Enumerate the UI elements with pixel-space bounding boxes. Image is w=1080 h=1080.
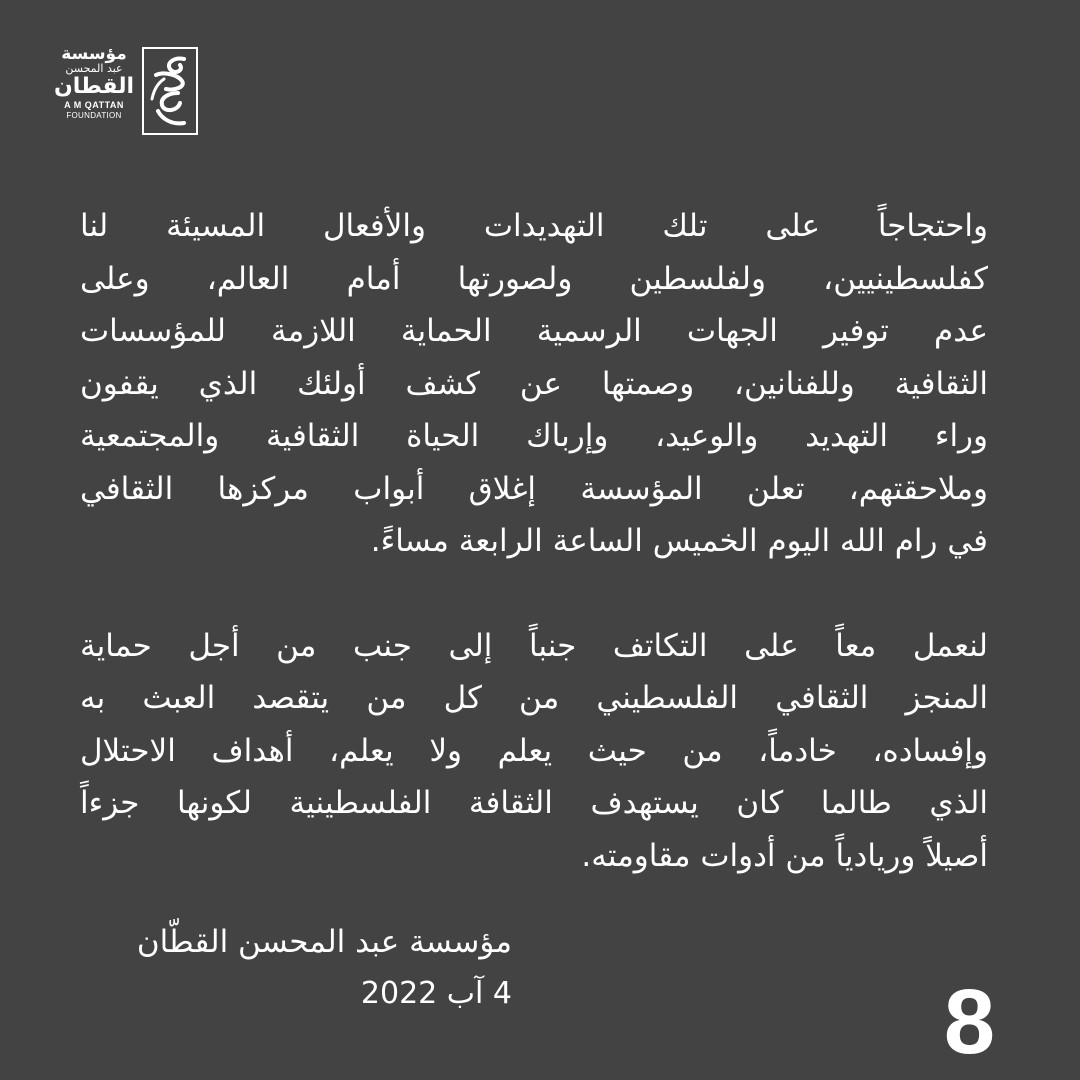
paragraph-line: وملاحقتهم، تعلن المؤسسة إغلاق أبواب مركزها الثقافي xyxy=(80,470,988,507)
paragraph-line: المنجز الثقافي الفلسطيني من كل من يتقصد العبث به xyxy=(80,680,988,716)
paragraph-line: الثقافية وللفنانين، وصمتها عن كشف أولئك الذي يقفون xyxy=(80,365,988,402)
paragraph-spacer xyxy=(80,568,988,620)
statement-body xyxy=(80,200,988,882)
calligraphy-glyph-icon xyxy=(144,49,196,133)
paragraph-line: واحتجاجاً على تلك التهديدات والأفعال المسيئة لنا xyxy=(80,208,988,244)
signature-block xyxy=(80,916,512,1020)
paragraph-line: كفلسطينيين، ولفلسطين ولصورتها أمام العالم، وعلى xyxy=(80,260,988,297)
paragraph-line: وإفساده، خادماً، من حيث يعلم ولا يعلم، أهداف الاحتلال xyxy=(80,732,988,769)
calligraphy-mark-icon xyxy=(142,47,198,135)
paragraph-line: الذي طالما كان يستهدف الثقافة الفلسطينية لكونها جزءاً xyxy=(80,785,988,821)
logo-en-line1: A M QATTAN xyxy=(64,100,124,110)
logo-ar-line1: مؤسسة xyxy=(61,44,127,64)
logo-wordmark xyxy=(50,45,138,121)
signature-date: 4 آب 2022 xyxy=(360,976,512,1011)
page-number: 8 xyxy=(943,971,995,1073)
foundation-logo xyxy=(50,45,200,140)
paragraph-line: في رام الله اليوم الخميس الساعة الرابعة مساءً. xyxy=(370,523,988,559)
paragraph-line: عدم توفير الجهات الرسمية الحماية اللازمة للمؤسسات xyxy=(80,313,988,349)
logo-en-line2: FOUNDATION xyxy=(66,111,122,120)
paragraph-line: لنعمل معاً على التكاتف جنباً إلى جنب من أجل حماية xyxy=(80,627,988,664)
statement-paragraph-1 xyxy=(80,200,988,568)
logo-ar-line3: القطان xyxy=(53,74,135,99)
logo-ar-line2: عبد المحسن xyxy=(65,62,123,75)
paragraph-line: وراء التهديد والوعيد، وإرباك الحياة الثقافية والمجتمعية xyxy=(80,418,988,454)
signature-name: مؤسسة عبد المحسن القطّان xyxy=(136,924,512,960)
statement-paragraph-2 xyxy=(80,620,988,883)
paragraph-line: أصيلاً وريادياً من أدوات مقاومته. xyxy=(581,837,988,874)
